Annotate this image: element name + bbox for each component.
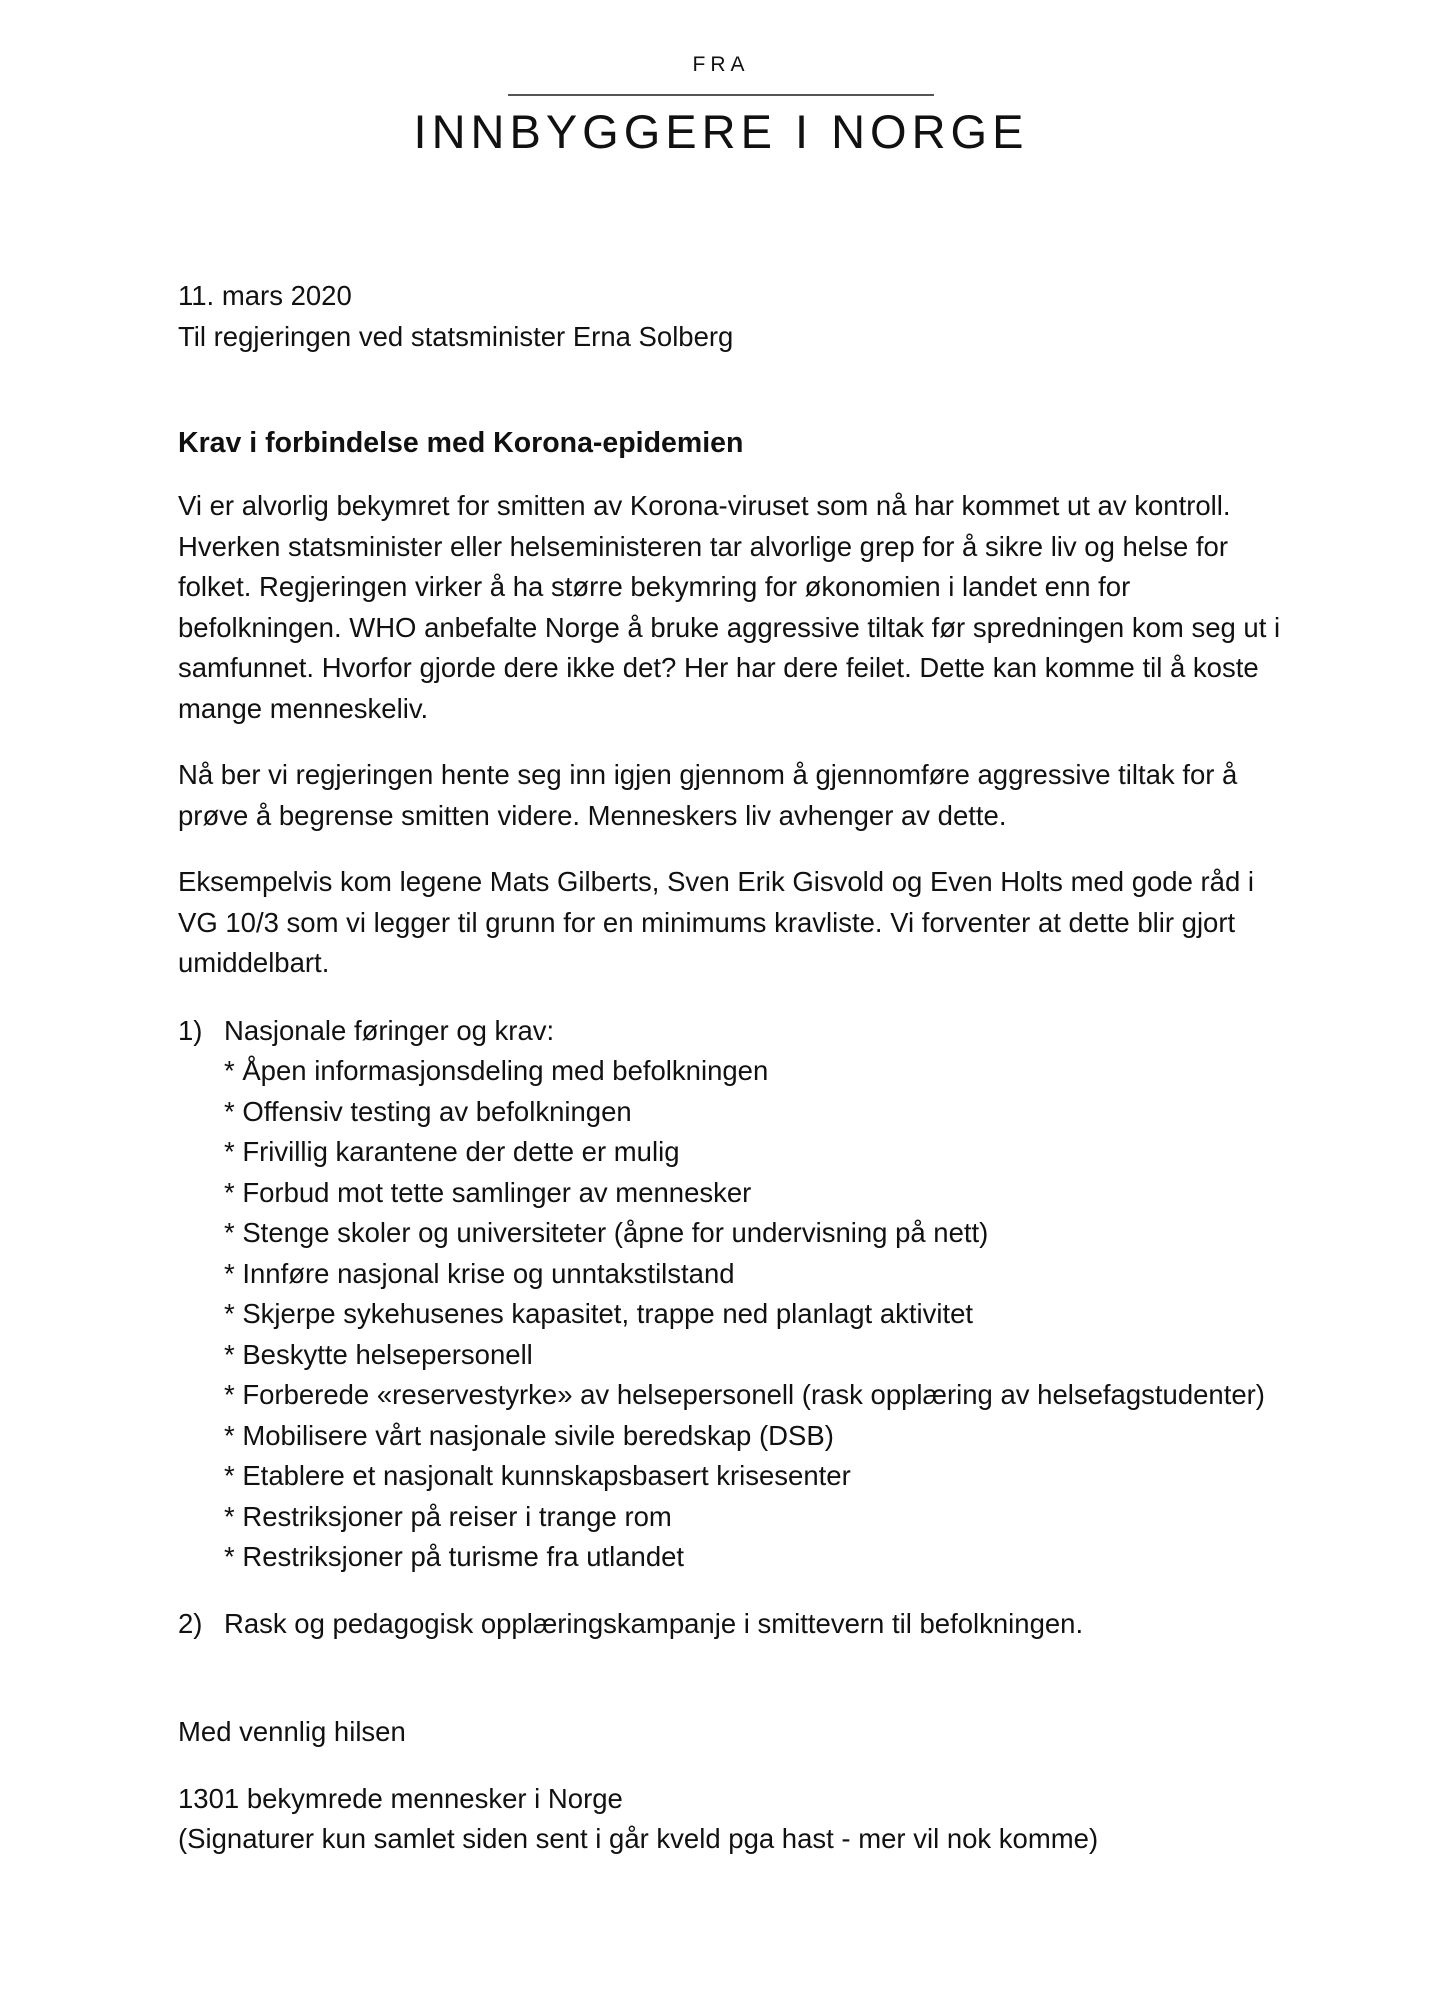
- letterhead-title: INNBYGGERE I NORGE: [413, 105, 1029, 158]
- requirement-body: [224, 1604, 1288, 1645]
- signature-block: [178, 1779, 1288, 1860]
- requirement-bullet: * Frivillig karantene der dette er mulig: [224, 1136, 680, 1167]
- requirement-title: Nasjonale føringer og krav:: [224, 1014, 555, 1046]
- letter-body: [178, 276, 1288, 1860]
- signer-note: (Signaturer kun samlet siden sent i går kveld pga hast - mer vil nok komme): [178, 1823, 1099, 1854]
- requirement-bullet: * Forberede «reservestyrke» av helsepersonell (rask opplæring av helsefagstudenter): [224, 1379, 1265, 1410]
- requirement-bullet: * Etablere et nasjonalt kunnskapsbasert krisesenter: [224, 1460, 851, 1491]
- letter-subject: Krav i forbindelse med Korona-epidemien: [178, 427, 744, 459]
- requirement-number: 2): [178, 1607, 203, 1639]
- letter-meta: [178, 276, 1288, 357]
- requirement-item: [178, 1604, 1288, 1645]
- requirement-number: 1): [178, 1014, 203, 1046]
- requirement-bullet: * Mobilisere vårt nasjonale sivile beredskap (DSB): [224, 1419, 834, 1451]
- paragraph-request: Nå ber vi regjeringen hente seg inn igjen gjennom å gjennomføre aggressive tiltak for å prøve å begrense smitten videre. Menneskers liv avhenger av dette.: [178, 759, 1238, 831]
- requirement-bullet: * Stenge skoler og universiteter (åpne for undervisning på nett): [224, 1217, 989, 1248]
- paragraph-example: Eksempelvis kom legene Mats Gilberts, Sven Erik Gisvold og Even Holts med gode råd i VG 10/3 som vi legger til grunn for en minimums kravliste. Vi forventer at dette blir gjort umiddelbart.: [178, 866, 1255, 978]
- requirement-body: [224, 1011, 1288, 1578]
- requirement-bullet: * Restriksjoner på reiser i trange rom: [224, 1500, 672, 1532]
- letterhead-kicker: FRA: [692, 53, 750, 76]
- requirement-bullet: * Restriksjoner på turisme fra utlandet: [224, 1541, 685, 1572]
- requirement-bullet: * Innføre nasjonal krise og unntakstilstand: [224, 1257, 735, 1289]
- signer-name: 1301 bekymrede mennesker i Norge: [178, 1782, 623, 1814]
- requirement-item: [178, 1011, 1288, 1578]
- requirement-bullet: * Offensiv testing av befolkningen: [224, 1095, 632, 1127]
- requirement-title: Rask og pedagogisk opplæringskampanje i smittevern til befolkningen.: [224, 1607, 1084, 1639]
- closing-greeting: Med vennlig hilsen: [178, 1716, 406, 1747]
- requirement-bullet: * Åpen informasjonsdeling med befolkningen: [224, 1055, 769, 1086]
- letterhead-divider: [508, 94, 934, 96]
- letter-date: 11. mars 2020: [178, 280, 352, 311]
- paragraph-concern: Vi er alvorlig bekymret for smitten av Korona-viruset som nå har kommet ut av kontroll. Hverken statsminister eller helseministeren tar alvorlige grep for å sikre liv og helse for folket. Regjeringen virker å ha større bekymring for økonomien i landet enn for befolkningen. WHO anbefalte Norge å bruke aggressive tiltak før spredningen kom seg ut i samfunnet. Hvorfor gjorde dere ikke det? Her har dere feilet. Dette kan komme til å koste mange menneskeliv.: [178, 490, 1281, 724]
- requirement-bullet: * Beskytte helsepersonell: [224, 1338, 533, 1370]
- letter-recipient: Til regjeringen ved statsminister Erna Solberg: [178, 320, 734, 352]
- requirement-bullets: [224, 1051, 1288, 1578]
- requirements-list: [178, 1011, 1288, 1645]
- requirement-bullet: * Forbud mot tette samlinger av mennesker: [224, 1176, 752, 1208]
- requirement-bullet: * Skjerpe sykehusenes kapasitet, trappe ned planlagt aktivitet: [224, 1298, 974, 1329]
